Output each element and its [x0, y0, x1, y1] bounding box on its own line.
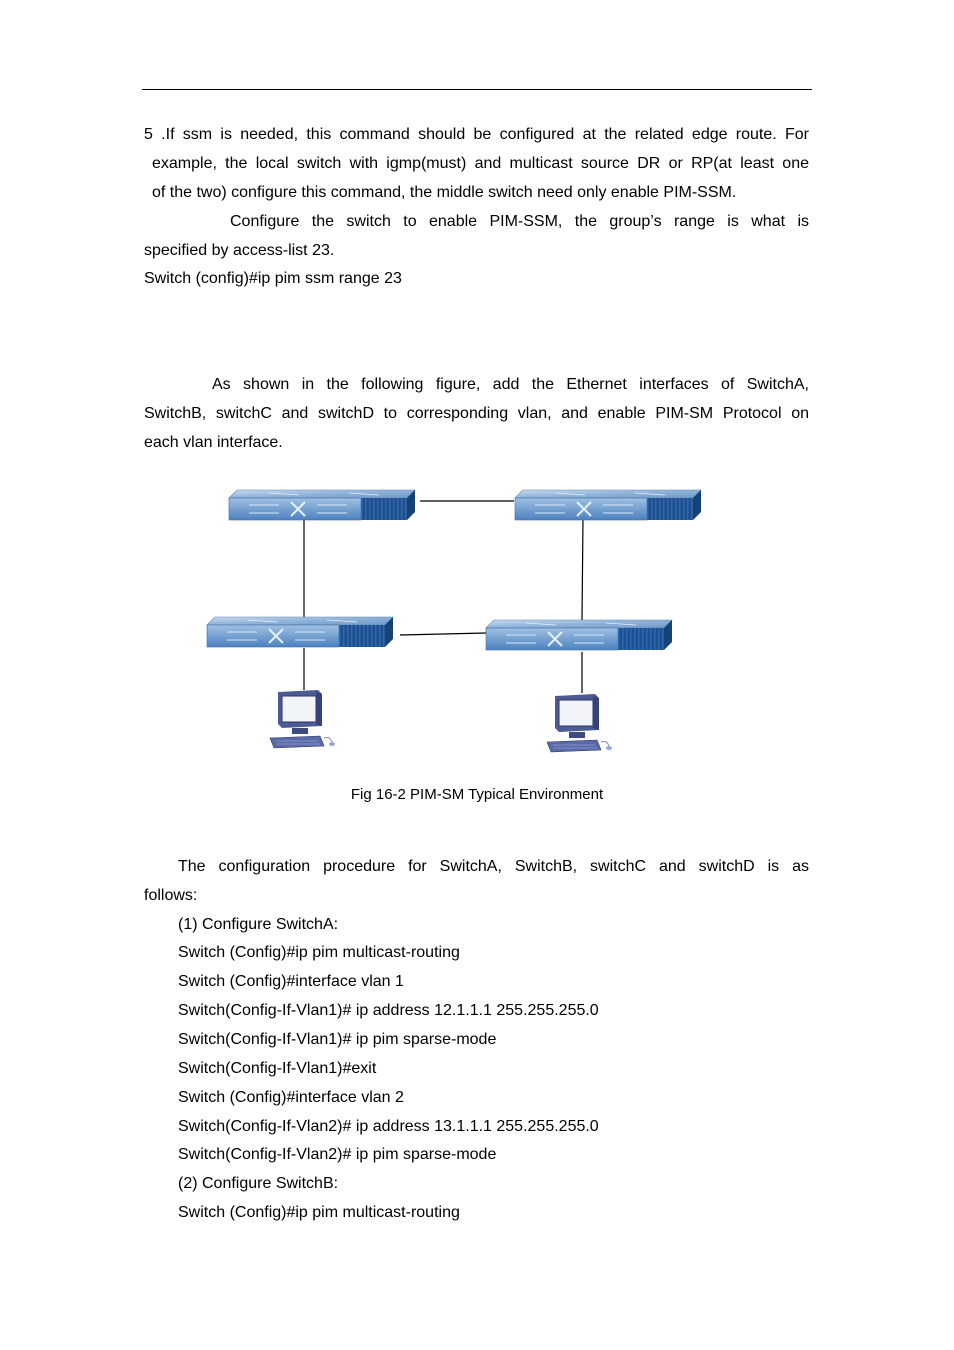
figure-caption: Fig 16-2 PIM-SM Typical Environment: [350, 786, 604, 803]
link-switch-c-switch-d: [400, 633, 486, 635]
note-5-line-3: of the two) configure this command, the middle switch need only enable PIM-SSM.: [152, 184, 737, 201]
link-switch-b-switch-d: [582, 518, 583, 620]
intro-line-3: each vlan interface.: [144, 434, 283, 451]
note-5-line-1: 5 .If ssm is needed, this command should be configured at the related edge route. For: [144, 126, 809, 143]
switch-b-icon: [515, 490, 701, 520]
procedure-intro-line-2: follows:: [144, 887, 198, 904]
config-line: Switch(Config-If-Vlan1)#exit: [178, 1060, 377, 1077]
config-line: Switch (Config)#ip pim multicast-routing: [178, 944, 460, 961]
config-line: Switch(Config-If-Vlan1)# ip pim sparse-mode: [178, 1031, 497, 1048]
intro-line-1: As shown in the following figure, add the Ethernet interfaces of SwitchA,: [212, 376, 809, 393]
switch-c-icon: [207, 617, 393, 647]
config-line: Switch (Config)#ip pim multicast-routing: [178, 1204, 460, 1221]
switch-d-icon: [486, 620, 672, 650]
pc-right-icon: [547, 694, 612, 752]
network-diagram: [0, 470, 954, 770]
procedure-intro-line-1: The configuration procedure for SwitchA, SwitchB, switchC and switchD is as: [178, 858, 809, 875]
switch-a-icon: [229, 490, 415, 520]
ssm-example-line-2: specified by access-list 23.: [144, 242, 335, 259]
pc-left-icon: [270, 690, 335, 748]
config-line: Switch (Config)#interface vlan 1: [178, 973, 404, 990]
config-line: Switch(Config-If-Vlan2)# ip address 13.1.1.1 255.255.255.0: [178, 1118, 599, 1135]
header-rule: [142, 89, 812, 90]
config-heading-switch-b: (2) Configure SwitchB:: [178, 1175, 339, 1192]
note-5-line-2: example, the local switch with igmp(must) and multicast source DR or RP(at least one: [152, 155, 809, 172]
ssm-example-line-1: Configure the switch to enable PIM-SSM, the group’s range is what is: [230, 213, 809, 230]
config-line: Switch (Config)#interface vlan 2: [178, 1089, 404, 1106]
config-line: Switch(Config-If-Vlan1)# ip address 12.1.1.1 255.255.255.0: [178, 1002, 599, 1019]
config-heading-switch-a: (1) Configure SwitchA:: [178, 916, 339, 933]
ssm-command: Switch (config)#ip pim ssm range 23: [144, 270, 402, 287]
config-line: Switch(Config-If-Vlan2)# ip pim sparse-mode: [178, 1146, 497, 1163]
intro-line-2: SwitchB, switchC and switchD to corresponding vlan, and enable PIM-SM Protocol on: [144, 405, 809, 422]
